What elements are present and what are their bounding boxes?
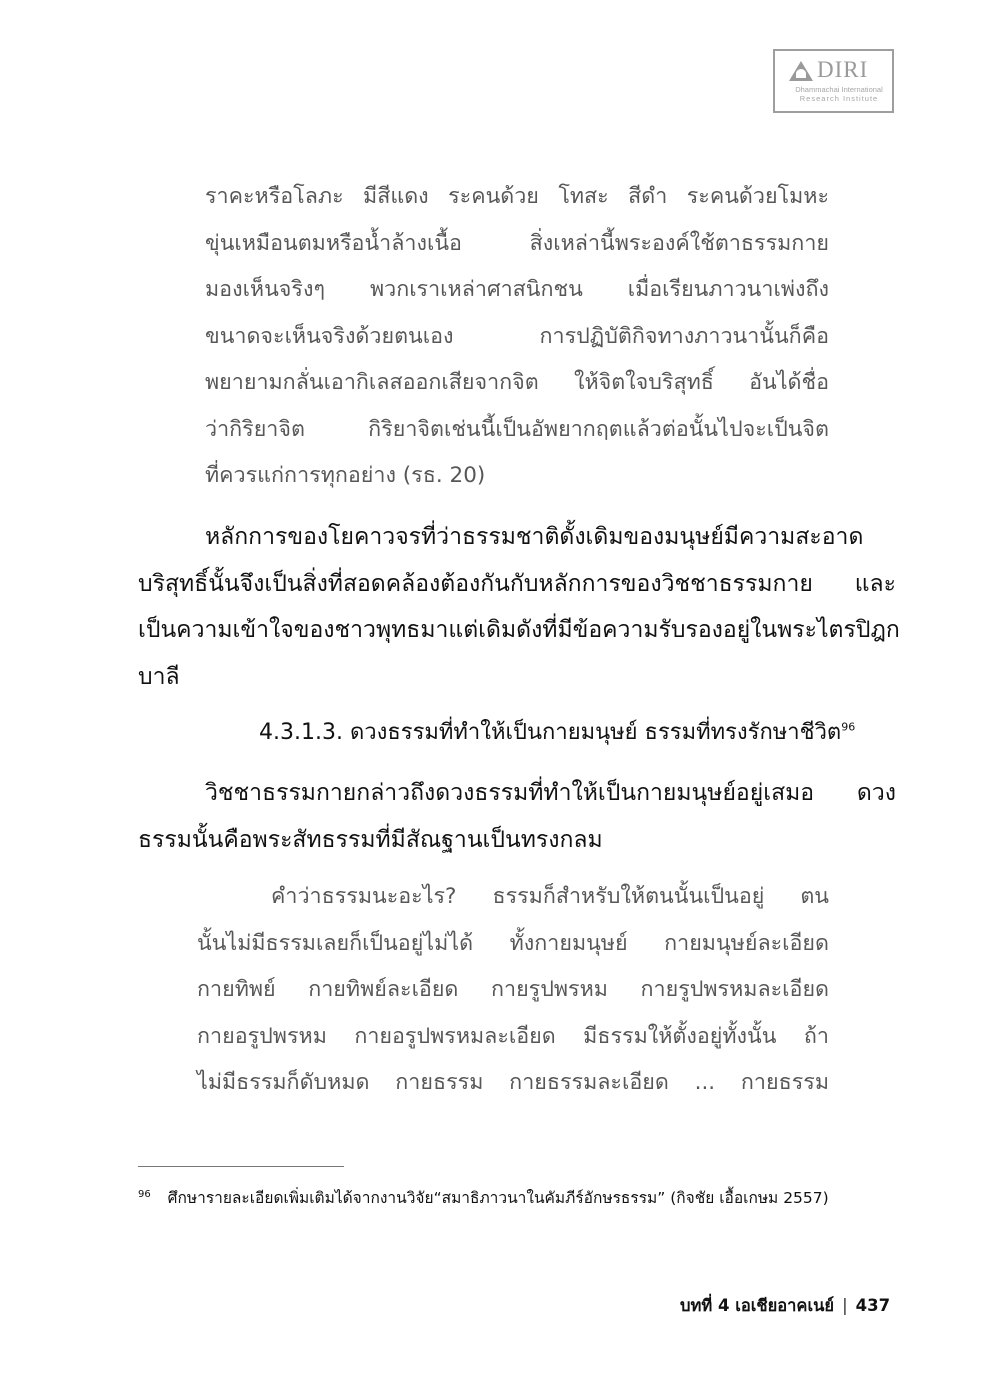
quote-line: กายทิพย์ กายทิพย์ละเอียด กายรูปพรหม กายรูปพรหมละเอียด (197, 977, 829, 1002)
paragraph-line: บริสุทธิ์นั้นจึงเป็นสิ่งที่สอดคล้องต้องกันกับหลักการของวิชชาธรรมกาย และ (138, 570, 896, 597)
chapter-title: บทที่ 4 เอเชียอาคเนย์ (680, 1296, 835, 1315)
logo-name: DIRI (817, 57, 869, 82)
footnote (138, 1187, 829, 1209)
footnote-divider (138, 1166, 344, 1167)
block-quote-1 (205, 174, 829, 500)
body-paragraph-1 (138, 514, 900, 700)
quote-line: คำว่าธรรมนะอะไร? ธรรมก็สำหรับให้ตนนั้นเป็นอยู่ ตน (271, 884, 829, 909)
footnote-number: 96 (138, 1188, 151, 1200)
quote-line: ว่ากิริยาจิต กิริยาจิตเช่นนี้เป็นอัพยากฤตแล้วต่อนั้นไปจะเป็นจิต (205, 416, 829, 442)
paragraph-line: ธรรมนั้นคือพระสัทธรรมที่มีสัณฐานเป็นทรงกลม (138, 826, 603, 853)
quote-line: พยายามกลั่นเอากิเลสออกเสียจากจิต ให้จิตใจบริสุทธิ์ อันได้ชื่อ (205, 370, 829, 395)
section-subheading (259, 715, 855, 751)
page-number: 437 (855, 1296, 891, 1315)
quote-line: ราคะหรือโลภะ มีสีแดง ระคนด้วย โทสะ สีดำ ระคนด้วยโมหะ (205, 184, 829, 209)
footnote-text: ศึกษารายละเอียดเพิ่มเติมได้จากงานวิจัย“สมาธิภาวนาในคัมภีร์อักษรธรรม” (กิจชัย เอื้อเกษม 2557) (167, 1189, 829, 1207)
page-footer (680, 1294, 890, 1318)
paragraph-line: บาลี (138, 663, 180, 690)
quote-line: ขนาดจะเห็นจริงด้วยตนเอง การปฏิบัติกิจทางภาวนานั้นก็คือ (205, 323, 829, 349)
block-quote-2 (197, 874, 829, 1107)
logo-subtitle-line1: Dhammachai International (795, 85, 883, 94)
logo-mark-inner (796, 69, 806, 78)
quote-line: ที่ควรแก่การทุกอย่าง (รธ. 20) (205, 463, 486, 488)
quote-line: ไม่มีธรรมก็ดับหมด กายธรรม กายธรรมละเอียด ... กายธรรม (197, 1070, 829, 1095)
quote-line: กายอรูปพรหม กายอรูปพรหมละเอียด มีธรรมให้ตั้งอยู่ทั้งนั้น ถ้า (197, 1023, 829, 1049)
quote-line: ขุ่นเหมือนตมหรือน้ำล้างเนื้อ สิ่งเหล่านี้พระองค์ใช้ตาธรรมกาย (205, 230, 829, 256)
paragraph-line: เป็นความเข้าใจของชาวพุทธมาแต่เดิมดังที่มีข้อความรับรองอยู่ในพระไตรปิฎก (138, 617, 900, 643)
paragraph-line: หลักการของโยคาวจรที่ว่าธรรมชาติดั้งเดิมของมนุษย์มีความสะอาด (205, 524, 864, 550)
logo-subtitle-line2: Research Institute (799, 94, 879, 103)
diri-logo (773, 49, 894, 113)
quote-line: นั้นไม่มีธรรมเลยก็เป็นอยู่ไม่ได้ ทั้งกายมนุษย์ กายมนุษย์ละเอียด (197, 930, 829, 956)
footnote-reference[interactable]: 96 (841, 720, 856, 734)
subheading-text: 4.3.1.3. ดวงธรรมที่ทำให้เป็นกายมนุษย์ ธรรมที่ทรงรักษาชีวิต (259, 720, 842, 745)
body-paragraph-2 (138, 770, 896, 863)
footer-separator: | (842, 1296, 848, 1315)
quote-line: มองเห็นจริงๆ พวกเราเหล่าศาสนิกชน เมื่อเรียนภาวนาเพ่งถึง (205, 277, 829, 302)
logo-subtitle (789, 85, 889, 103)
paragraph-line: วิชชาธรรมกายกล่าวถึงดวงธรรมที่ทำให้เป็นกายมนุษย์อยู่เสมอ ดวง (205, 780, 896, 806)
